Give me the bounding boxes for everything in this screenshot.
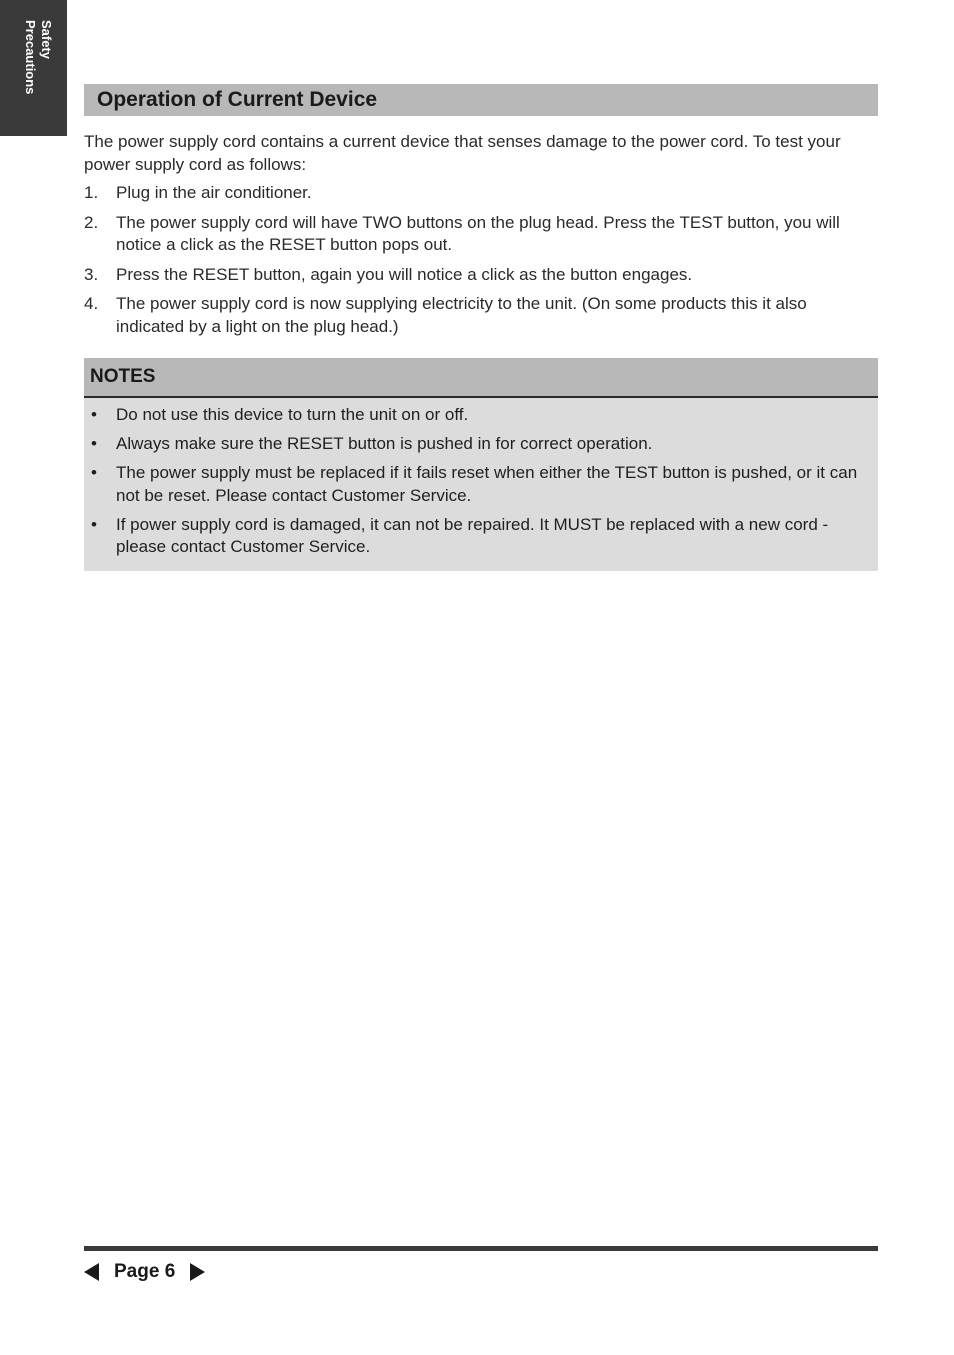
- step-text: The power supply cord is now supplying electricity to the unit. (On some products this it also indicated by a light on the plug head.): [116, 294, 807, 336]
- footer-divider: [84, 1246, 878, 1251]
- page-navigation: [84, 1260, 205, 1284]
- steps-list: [84, 182, 878, 345]
- step-number: 3.: [84, 264, 99, 284]
- intro-paragraph: The power supply cord contains a current device that senses damage to the power cord. To test your power supply cord as follows:: [84, 132, 841, 174]
- notes-header: [84, 358, 878, 398]
- note-text: The power supply must be replaced if it fails reset when either the TEST button is pushed, or it can not be reset. Please contact Customer Service.: [116, 463, 858, 505]
- list-item: [84, 182, 878, 205]
- page-number: Page 6: [114, 1261, 176, 1282]
- step-number: 4.: [84, 294, 99, 313]
- note-text: Always make sure the RESET button is pushed in for correct operation.: [116, 434, 653, 453]
- bullet-icon: •: [91, 463, 97, 482]
- bullet-icon: •: [91, 434, 97, 453]
- section-header: [84, 84, 878, 116]
- section-title: Operation of Current Device: [97, 88, 378, 111]
- note-text: If power supply cord is damaged, it can not be repaired. It MUST be replaced with a new cord - please contact Customer Service.: [116, 514, 829, 556]
- step-text: Plug in the air conditioner.: [116, 183, 312, 202]
- note-text: Do not use this device to turn the unit on or off.: [116, 405, 469, 424]
- step-number: 1.: [84, 183, 99, 202]
- list-item: [84, 514, 878, 559]
- side-tab-label: Safety Precautions: [23, 20, 54, 95]
- list-item: [84, 212, 878, 257]
- step-text: The power supply cord will have TWO buttons on the plug head. Press the TEST button, you will notice a click as the RESET button pops out.: [116, 212, 840, 254]
- previous-page-icon[interactable]: [84, 1263, 99, 1281]
- list-item: [84, 293, 878, 338]
- notes-list: [84, 398, 878, 559]
- list-item: [84, 404, 878, 427]
- list-item: [84, 462, 878, 507]
- step-number: 2.: [84, 212, 99, 232]
- notes-title: NOTES: [90, 366, 156, 387]
- list-item: [84, 433, 878, 456]
- step-text: Press the RESET button, again you will notice a click as the button engages.: [116, 264, 693, 284]
- section-side-tab: [0, 0, 67, 136]
- notes-box: [84, 358, 878, 571]
- list-item: [84, 264, 878, 287]
- bullet-icon: •: [91, 514, 97, 534]
- bullet-icon: •: [91, 405, 97, 424]
- next-page-icon[interactable]: [190, 1263, 205, 1281]
